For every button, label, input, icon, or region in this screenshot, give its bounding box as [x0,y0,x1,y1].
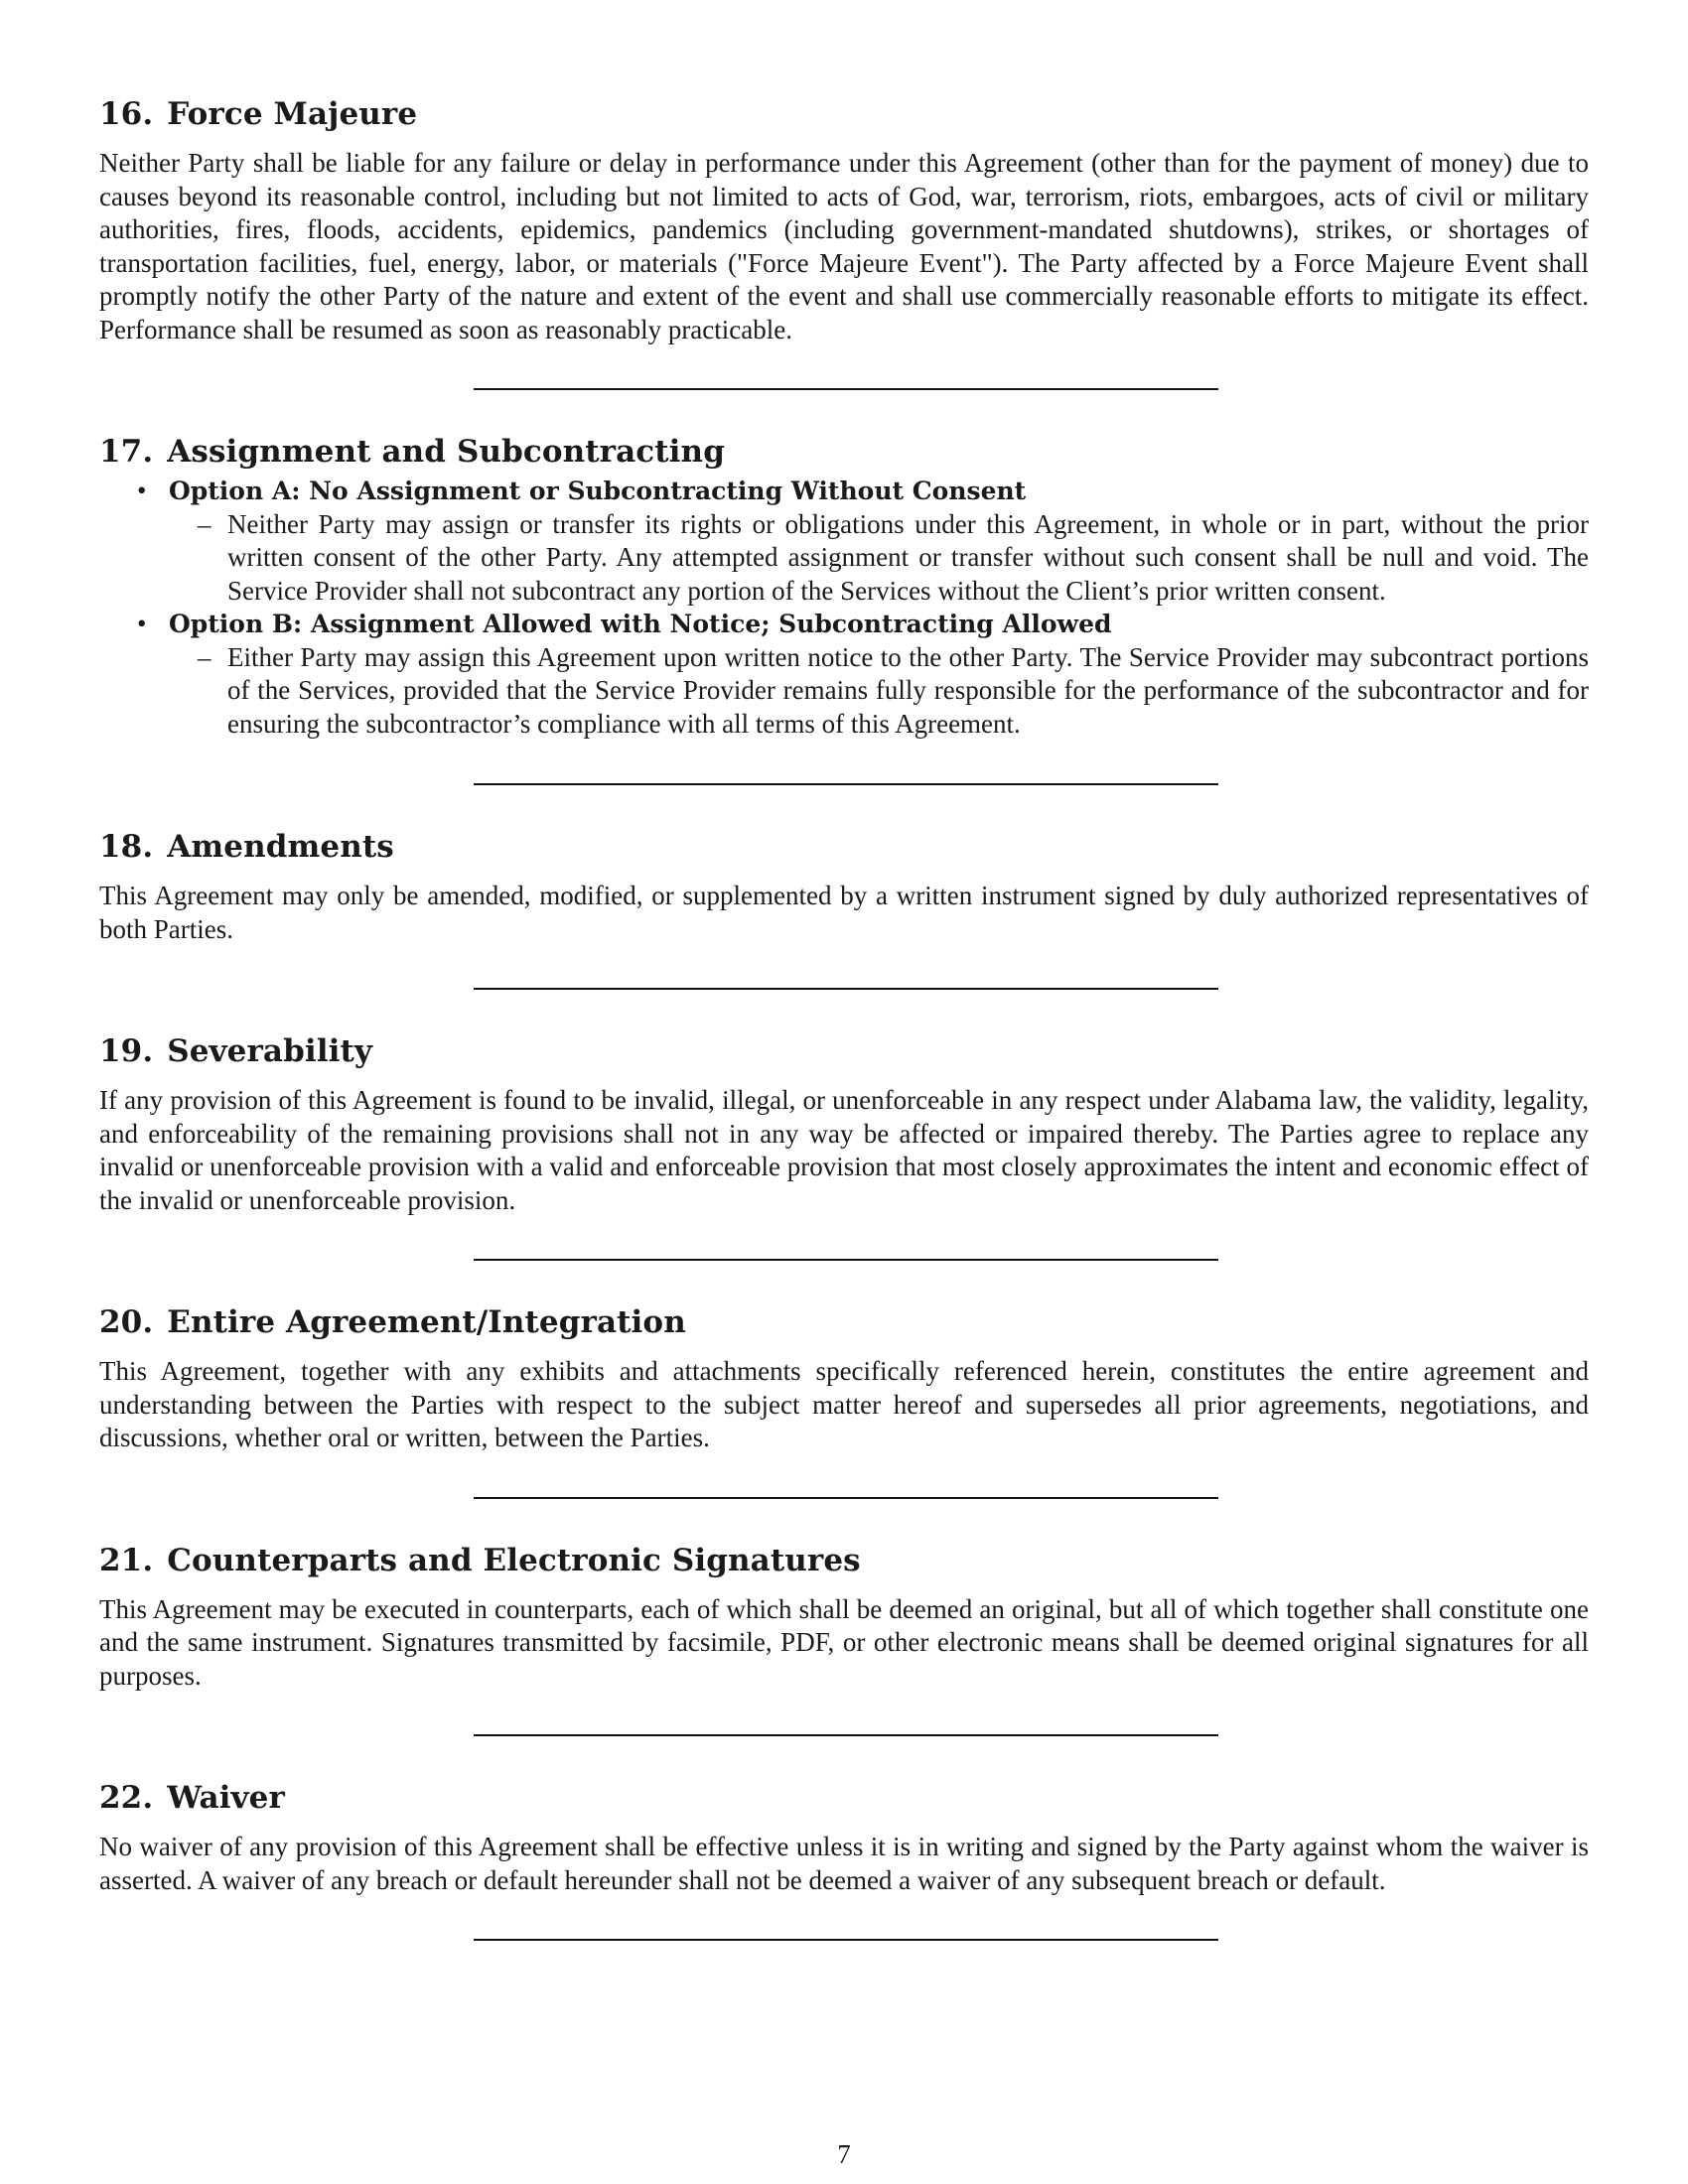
section-number: 18. [99,829,154,865]
dash-icon: – [198,508,211,539]
section-heading [99,1541,1589,1580]
section-body: Neither Party shall be liable for any failure or delay in performance under this Agreement (other than for the payment of money) due to causes beyond its reasonable control, including but not limited to acts of God, war, terrorism, riots, embargoes, acts of civil or military authorities, fires, floods, accidents, epidemics, pandemics (including government-mandated shutdowns), strikes, or shortages of transportation facilities, fuel, energy, labor, or materials ("Force Majeure Event"). The Party affected by a Force Majeure Event shall promptly notify the other Party of the nature and extent of the event and shall use commercially reasonable efforts to mitigate its effect. Performance shall be resumed as soon as reasonably practicable. [99,148,1589,344]
section-force-majeure [99,94,1589,346]
section-divider [474,783,1218,785]
dash-icon: – [198,641,211,672]
bullet-icon: • [137,476,147,505]
section-amendments [99,827,1589,946]
section-heading [99,1778,1589,1818]
section-assignment-subcontracting [99,432,1589,741]
option-a-body: Neither Party may assign or transfer its rights or obligations under this Agreement, in whole or in part, without the prior written consent of the other Party. Any attempted assignment or transfer without such consent shall be null and void. The Service Provider shall not subcontract any portion of the Services without the Client’s prior written consent. [227,508,1589,606]
section-title: Counterparts and Electronic Signatures [167,1542,861,1578]
section-number: 22. [99,1780,154,1816]
section-body: This Agreement may only be amended, modified, or supplemented by a written instrument signed by duly authorized representatives of both Parties. [99,881,1589,944]
section-title: Force Majeure [167,96,418,132]
section-severability [99,1031,1589,1217]
option-a-item [169,508,1589,609]
section-body: This Agreement may be executed in counterparts, each of which shall be deemed an original, but all of which together shall constitute one and the same instrument. Signatures transmitted by facsimile, PDF, or other electronic means shall be deemed original signatures for all purposes. [99,1593,1589,1691]
section-heading [99,827,1589,867]
option-a [99,475,1589,608]
option-b-item [169,641,1589,742]
section-title: Assignment and Subcontracting [167,434,725,470]
section-title: Amendments [167,829,394,865]
page-number: 7 [837,2139,851,2169]
bullet-icon: • [137,609,147,638]
section-divider [474,1497,1218,1499]
option-a-title: Option A: No Assignment or Subcontracting Without Consent [169,477,1027,505]
section-heading [99,94,1589,134]
section-counterparts [99,1541,1589,1694]
option-b [99,608,1589,741]
option-b-title: Option B: Assignment Allowed with Notice; Subcontracting Allowed [169,610,1112,638]
option-b-body: Either Party may assign this Agreement upon written notice to the other Party. The Service Provider may subcontract portions of the Services, provided that the Service Provider remains fully responsible for the performance of the subcontractor and for ensuring the subcontractor’s compliance with all terms of this Agreement. [227,641,1589,739]
section-title: Waiver [167,1780,285,1816]
section-heading [99,1031,1589,1071]
options-list [99,475,1589,741]
section-number: 21. [99,1542,154,1578]
section-number: 17. [99,434,154,470]
document-page [99,94,1589,1941]
section-entire-agreement [99,1302,1589,1455]
section-body: No waiver of any provision of this Agreement shall be effective unless it is in writing and signed by the Party against whom the waiver is asserted. A waiver of any breach or default hereunder shall not be deemed a waiver of any subsequent breach or default. [99,1832,1589,1895]
section-divider [474,388,1218,390]
section-body: This Agreement, together with any exhibits and attachments specifically referenced herein, constitutes the entire agreement and understanding between the Parties with respect to the subject matter hereof and supersedes all prior agreements, negotiations, and discussions, whether oral or written, between the Parties. [99,1356,1589,1452]
section-number: 16. [99,96,154,132]
section-number: 19. [99,1033,154,1069]
section-title: Severability [167,1033,373,1069]
section-heading [99,1302,1589,1342]
section-divider [474,988,1218,990]
section-body: If any provision of this Agreement is found to be invalid, illegal, or unenforceable in any respect under Alabama law, the validity, legality, and enforceability of the remaining provisions shall not in any way be affected or impaired thereby. The Parties agree to replace any invalid or unenforceable provision with a valid and enforceable provision that most closely approximates the intent and economic effect of the invalid or unenforceable provision. [99,1085,1589,1215]
section-waiver [99,1778,1589,1897]
section-heading [99,432,1589,472]
section-divider [474,1259,1218,1261]
section-divider [474,1734,1218,1736]
section-title: Entire Agreement/Integration [167,1304,686,1340]
section-divider [474,1939,1218,1941]
section-number: 20. [99,1304,154,1340]
